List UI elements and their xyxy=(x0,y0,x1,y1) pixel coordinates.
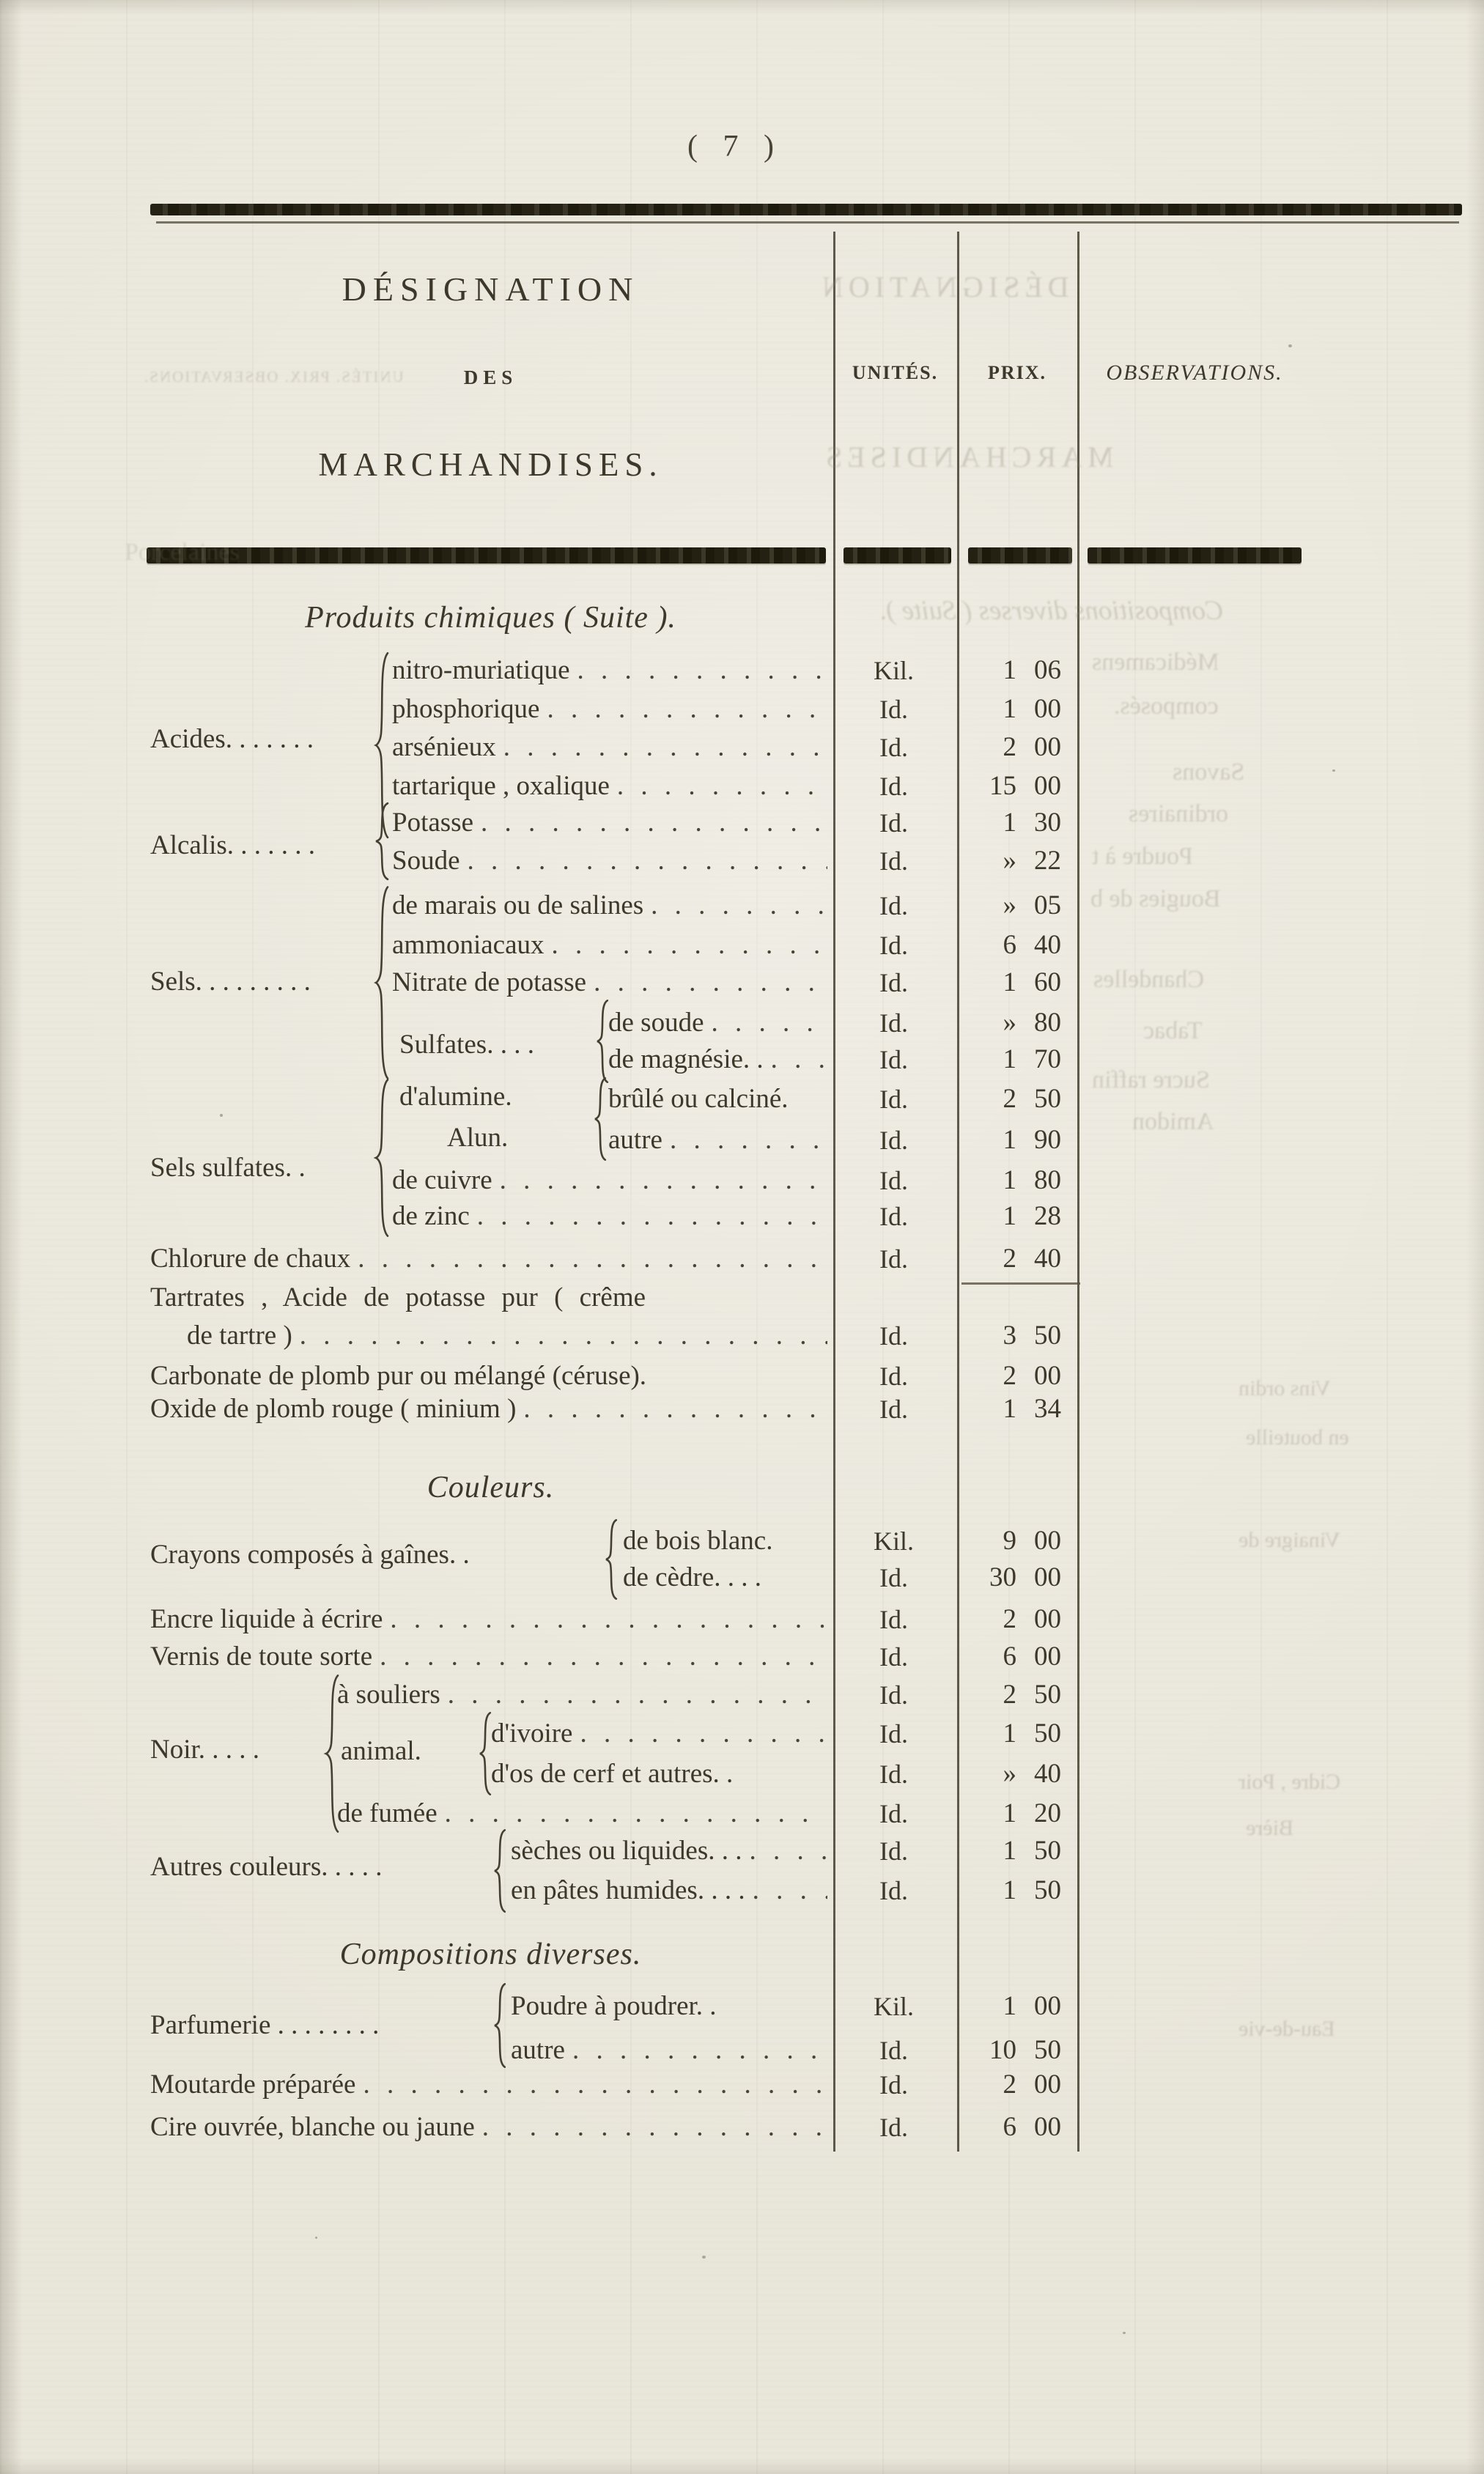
unit-cell: Kil. xyxy=(873,1526,914,1556)
price-centimes: 00 xyxy=(1034,2112,1061,2142)
header-designation: DÉSIGNATION xyxy=(342,270,640,308)
group-label-parfumerie: Parfumerie . . . . . . . . xyxy=(150,2010,380,2040)
price-centimes: 50 xyxy=(1034,1680,1061,1710)
price-francs: 2 xyxy=(1003,1361,1016,1391)
dot-leader xyxy=(358,1241,827,1277)
price-centimes: 00 xyxy=(1034,1991,1061,2021)
bleedthrough-text: composés. xyxy=(1114,693,1219,720)
table-row xyxy=(150,1600,1080,1638)
price-francs: 1 xyxy=(1003,1125,1016,1155)
price-centimes: 50 xyxy=(1034,1321,1061,1351)
unit-cell: Id. xyxy=(879,2113,908,2142)
price-francs: 2 xyxy=(1003,2069,1016,2100)
bleedthrough-text: Tabac xyxy=(1143,1017,1203,1044)
unit-cell: Id. xyxy=(879,1876,908,1905)
price-francs: 1 xyxy=(1003,1394,1016,1424)
table-row xyxy=(150,1389,1080,1428)
price-francs: 15 xyxy=(989,771,1016,801)
row-label: ammoniacaux xyxy=(392,930,544,960)
price-francs: 6 xyxy=(1003,1642,1016,1672)
price-centimes: 00 xyxy=(1034,1604,1061,1634)
row-label: Carbonate de plomb pur ou mélangé (céruse). xyxy=(150,1361,647,1391)
group-label-alcalis: Alcalis. . . . . . . xyxy=(150,830,316,860)
table-row xyxy=(150,1637,1080,1675)
group-label-sels: Sels. . . . . . . . . xyxy=(150,967,311,997)
price-centimes: 00 xyxy=(1034,1642,1061,1672)
table-row xyxy=(392,886,1080,924)
dot-leader xyxy=(712,1005,828,1041)
dot-leader xyxy=(363,2067,827,2103)
price-centimes: 06 xyxy=(1034,655,1061,685)
header-rule-segment-4 xyxy=(1088,547,1302,564)
price-centimes: 05 xyxy=(1034,890,1061,920)
price-centimes: 50 xyxy=(1034,1084,1061,1114)
bleedthrough-text: Amidon xyxy=(1132,1108,1214,1135)
table-row xyxy=(150,2108,1080,2146)
header-prix: PRIX. xyxy=(987,362,1047,383)
price-francs: 1 xyxy=(1003,1991,1016,2021)
dot-leader xyxy=(572,2032,827,2069)
table-row xyxy=(608,1120,1080,1159)
price-francs: 2 xyxy=(1003,1680,1016,1710)
unit-cell: Id. xyxy=(879,1719,908,1749)
price-centimes: 28 xyxy=(1034,1201,1061,1231)
bleedthrough-text: Médicamens xyxy=(1092,649,1219,676)
dot-leader xyxy=(749,1833,827,1869)
price-centimes: 40 xyxy=(1034,1244,1061,1274)
unit-cell: Id. xyxy=(879,1799,908,1828)
price-centimes: 30 xyxy=(1034,808,1061,838)
table-row xyxy=(150,2065,1080,2103)
unit-cell: Id. xyxy=(879,891,908,920)
row-label: Moutarde préparée xyxy=(150,2069,356,2100)
row-label: Encre liquide à écrire xyxy=(150,1604,383,1634)
dot-leader xyxy=(617,768,827,805)
unit-cell: Id. xyxy=(879,1008,908,1038)
row-label: sèches ou liquides. . . xyxy=(511,1836,742,1866)
dot-leader xyxy=(580,1716,827,1752)
dot-leader xyxy=(771,1041,827,1078)
row-label: Soude xyxy=(392,846,460,876)
table-row xyxy=(623,1521,1080,1559)
price-francs: » xyxy=(1003,1759,1016,1789)
price-centimes: 00 xyxy=(1034,1361,1061,1391)
brace-alumine xyxy=(590,1077,609,1162)
price-francs: 3 xyxy=(1003,1321,1016,1351)
dot-leader xyxy=(477,1198,827,1235)
row-label: arsénieux xyxy=(392,732,496,762)
dot-leader xyxy=(300,1318,827,1354)
unit-cell: Id. xyxy=(879,1760,908,1789)
bleedthrough-text: DÉSIGNATION xyxy=(817,270,1069,303)
price-francs: 1 xyxy=(1003,1201,1016,1231)
table-row xyxy=(392,1161,1080,1199)
price-centimes: 22 xyxy=(1034,846,1061,876)
table-row xyxy=(608,1003,1080,1041)
dot-leader xyxy=(547,691,827,728)
bleedthrough-text: Vins ordin xyxy=(1238,1376,1331,1400)
row-label-continuation: Tartrates , Acide de potasse pur ( crême xyxy=(150,1282,646,1312)
bleedthrough-text: Cidre , Poir xyxy=(1238,1770,1341,1794)
unit-cell: Kil. xyxy=(873,656,914,685)
bleedthrough-text: Bière xyxy=(1246,1816,1293,1840)
unit-cell: Id. xyxy=(879,1085,908,1114)
price-francs: 2 xyxy=(1003,732,1016,762)
paper-speck xyxy=(315,2237,317,2239)
table-row xyxy=(392,690,1080,728)
price-centimes: 80 xyxy=(1034,1165,1061,1195)
row-label: Cire ouvrée, blanche ou jaune xyxy=(150,2112,475,2142)
dot-leader xyxy=(468,843,828,879)
paper-speck xyxy=(702,2256,706,2259)
row-label: de zinc xyxy=(392,1201,470,1231)
price-centimes: 34 xyxy=(1034,1394,1061,1424)
dot-leader xyxy=(503,729,827,766)
unit-cell: Id. xyxy=(879,1836,908,1866)
price-francs: » xyxy=(1003,846,1016,876)
brace-sels xyxy=(370,883,392,1082)
row-label: Poudre à poudrer. . xyxy=(511,1991,717,2021)
paper-speck xyxy=(1123,2332,1126,2334)
top-thin-rule xyxy=(156,221,1459,224)
table-row xyxy=(623,1558,1080,1596)
unit-cell: Id. xyxy=(879,808,908,838)
dot-leader xyxy=(445,1795,827,1832)
row-label: Oxide de plomb rouge ( minium ) xyxy=(150,1394,517,1424)
brace-alcalis xyxy=(370,802,392,881)
price-francs: 1 xyxy=(1003,1718,1016,1749)
row-label: brûlé ou calciné. xyxy=(608,1084,789,1114)
row-label: Vernis de toute sorte xyxy=(150,1642,373,1672)
price-francs: 2 xyxy=(1003,1244,1016,1274)
unit-cell: Kil. xyxy=(873,1992,914,2021)
unit-cell: Id. xyxy=(879,1244,908,1274)
bleedthrough-text: Vinaigre de xyxy=(1238,1528,1340,1552)
price-centimes: 40 xyxy=(1034,1759,1061,1789)
price-centimes: 00 xyxy=(1034,771,1061,801)
unit-cell: Id. xyxy=(879,2070,908,2100)
price-centimes: 90 xyxy=(1034,1125,1061,1155)
group-label-alumine: d'alumine. xyxy=(399,1082,512,1112)
bleedthrough-text: Poudre à t xyxy=(1092,843,1193,870)
dot-leader xyxy=(482,2109,827,2146)
row-label: de tartre ) xyxy=(187,1321,292,1351)
bleedthrough-text: Eau-de-vie xyxy=(1238,2017,1335,2041)
bleedthrough-text: en bouteille xyxy=(1246,1425,1349,1450)
price-francs: 2 xyxy=(1003,1084,1016,1114)
dot-leader xyxy=(481,805,827,841)
price-centimes: 00 xyxy=(1034,694,1061,724)
row-label: d'ivoire xyxy=(491,1718,573,1749)
group-label-alun: Alun. xyxy=(447,1123,509,1153)
unit-cell: Id. xyxy=(879,931,908,960)
paper-speck xyxy=(220,1114,223,1117)
unit-cell: Id. xyxy=(879,695,908,724)
price-francs: 1 xyxy=(1003,1044,1016,1074)
table-row xyxy=(392,767,1080,805)
table-row xyxy=(392,651,1080,689)
row-label: nitro-muriatique xyxy=(392,655,570,685)
unit-cell: Id. xyxy=(879,1362,908,1391)
table-row xyxy=(608,1040,1080,1078)
row-label: de fumée xyxy=(337,1798,438,1828)
price-centimes: 70 xyxy=(1034,1044,1061,1074)
price-centimes: 00 xyxy=(1034,1562,1061,1592)
price-centimes: 40 xyxy=(1034,930,1061,960)
price-centimes: 60 xyxy=(1034,967,1061,997)
row-label: de bois blanc. xyxy=(623,1526,773,1556)
bleedthrough-text: Compositions diverses ( Suite ). xyxy=(879,596,1224,626)
unit-cell: Id. xyxy=(879,772,908,801)
table-row xyxy=(511,1871,1080,1909)
row-label: tartarique , oxalique xyxy=(392,771,610,801)
header-rule-segment-3 xyxy=(968,547,1072,564)
unit-cell: Id. xyxy=(879,1395,908,1424)
top-thick-rule xyxy=(150,204,1462,215)
dot-leader xyxy=(380,1639,827,1675)
table-row xyxy=(337,1675,1080,1713)
table-row xyxy=(150,1239,1080,1277)
price-centimes: 50 xyxy=(1034,1836,1061,1866)
price-francs: » xyxy=(1003,890,1016,920)
group-label-animal: animal. xyxy=(341,1736,421,1766)
table-row xyxy=(511,1831,1080,1869)
unit-cell: Id. xyxy=(879,1202,908,1231)
unit-cell: Id. xyxy=(879,2036,908,2065)
price-centimes: 00 xyxy=(1034,1526,1061,1556)
bleedthrough-text: UNITÉS. PRIX. OBSERVATIONS. xyxy=(143,368,404,385)
dot-leader xyxy=(552,927,827,964)
price-francs: 2 xyxy=(1003,1604,1016,1634)
bleedthrough-text: Sucre raffin xyxy=(1092,1066,1210,1093)
bleedthrough-text: Savons xyxy=(1173,758,1245,786)
bleedthrough-text: MARCHANDISES xyxy=(821,440,1114,473)
unit-cell: Id. xyxy=(879,968,908,997)
header-rule-segment-1 xyxy=(147,547,826,564)
price-francs: » xyxy=(1003,1008,1016,1038)
group-label-acides: Acides. . . . . . . xyxy=(150,724,314,754)
price-francs: 10 xyxy=(989,2035,1016,2065)
group-label-noir: Noir. . . . . xyxy=(150,1735,260,1765)
table-row xyxy=(392,803,1080,841)
unit-cell: Id. xyxy=(879,846,908,876)
price-francs: 1 xyxy=(1003,808,1016,838)
table-row xyxy=(491,1714,1080,1752)
table-row xyxy=(337,1794,1080,1832)
table-row xyxy=(392,926,1080,964)
price-centimes: 20 xyxy=(1034,1798,1061,1828)
dot-leader xyxy=(577,652,828,689)
unit-cell: Id. xyxy=(879,1605,908,1634)
dot-leader xyxy=(753,1872,827,1909)
unit-cell: Id. xyxy=(879,1680,908,1710)
price-centimes: 50 xyxy=(1034,1875,1061,1905)
price-centimes: 00 xyxy=(1034,732,1061,762)
bleedthrough-text: Porcelaines xyxy=(125,539,240,566)
group-label-sels-sulfates: Sels sulfates. . xyxy=(150,1153,306,1183)
header-observations: OBSERVATIONS. xyxy=(1106,361,1283,385)
row-label: de magnésie. . xyxy=(608,1044,764,1074)
table-row xyxy=(392,841,1080,879)
table-row xyxy=(608,1079,1080,1118)
unit-cell: Id. xyxy=(879,1126,908,1155)
row-label: d'os de cerf et autres. . xyxy=(491,1759,734,1789)
price-francs: 1 xyxy=(1003,1875,1016,1905)
group-label-crayons: Crayons composés à gaînes. . xyxy=(150,1540,470,1570)
price-centimes: 00 xyxy=(1034,2069,1061,2100)
brace-sels-sulfates xyxy=(370,1077,392,1239)
paper-speck xyxy=(1332,769,1335,772)
row-label: Chlorure de chaux xyxy=(150,1244,351,1274)
dot-leader xyxy=(670,1122,827,1159)
row-label: Potasse xyxy=(392,808,473,838)
section-title-produits-chimiques: Produits chimiques ( Suite ). xyxy=(305,601,676,635)
paper-speck xyxy=(1288,344,1292,347)
dot-leader xyxy=(523,1391,827,1428)
price-francs: 1 xyxy=(1003,1836,1016,1866)
brace-autres-couleurs xyxy=(490,1828,509,1913)
unit-cell: Id. xyxy=(879,1321,908,1351)
header-unites: UNITÉS. xyxy=(852,362,939,383)
unit-cell: Id. xyxy=(879,1166,908,1195)
price-francs: 6 xyxy=(1003,2112,1016,2142)
prix-column-separator xyxy=(961,1282,1080,1285)
price-centimes: 80 xyxy=(1034,1008,1061,1038)
price-centimes: 50 xyxy=(1034,2035,1061,2065)
price-centimes: 50 xyxy=(1034,1718,1061,1749)
dot-leader xyxy=(448,1677,827,1713)
unit-cell: Id. xyxy=(879,733,908,762)
brace-parfumerie xyxy=(490,1982,509,2069)
price-francs: 6 xyxy=(1003,930,1016,960)
table-row xyxy=(511,2031,1080,2069)
table-row xyxy=(511,1987,1080,2025)
bleedthrough-text: Chandelles xyxy=(1093,966,1205,993)
row-label: en pâtes humides. . . . xyxy=(511,1875,745,1905)
section-title-couleurs: Couleurs. xyxy=(427,1471,555,1504)
dot-leader xyxy=(594,964,827,1001)
row-label: phosphorique xyxy=(392,694,540,724)
price-francs: 1 xyxy=(1003,655,1016,685)
group-label-autres-couleurs: Autres couleurs. . . . . xyxy=(150,1852,383,1882)
dot-leader xyxy=(500,1162,827,1199)
group-label-sulfates: Sulfates. . . . xyxy=(399,1030,534,1060)
header-marchandises: MARCHANDISES. xyxy=(318,446,663,483)
page-number: ( 7 ) xyxy=(687,130,783,163)
section-title-compositions-diverses: Compositions diverses. xyxy=(339,1938,642,1971)
table-row xyxy=(392,728,1080,766)
header-rule-segment-2 xyxy=(843,547,951,564)
price-francs: 9 xyxy=(1003,1526,1016,1556)
unit-cell: Id. xyxy=(879,1563,908,1592)
dot-leader xyxy=(651,887,827,924)
row-label: autre xyxy=(511,2035,565,2065)
row-label: de cèdre. . . . xyxy=(623,1562,762,1592)
row-label: autre xyxy=(608,1125,662,1155)
table-row xyxy=(491,1754,1080,1792)
price-francs: 30 xyxy=(989,1562,1016,1592)
table-row xyxy=(392,963,1080,1001)
header-des: DES xyxy=(463,366,518,388)
price-francs: 1 xyxy=(1003,1165,1016,1195)
price-francs: 1 xyxy=(1003,694,1016,724)
table-row xyxy=(187,1316,1080,1354)
bleedthrough-text: ordinaires xyxy=(1129,800,1228,827)
unit-cell: Id. xyxy=(879,1642,908,1672)
bleedthrough-text: Bougies de b xyxy=(1090,885,1221,912)
row-label: à souliers xyxy=(337,1680,440,1710)
row-label: de marais ou de salines xyxy=(392,890,644,920)
row-label: de cuivre xyxy=(392,1165,492,1195)
row-label: de soude xyxy=(608,1008,704,1038)
price-francs: 1 xyxy=(1003,1798,1016,1828)
dot-leader xyxy=(390,1601,827,1638)
row-label: Nitrate de potasse xyxy=(392,967,587,997)
price-francs: 1 xyxy=(1003,967,1016,997)
table-row xyxy=(392,1197,1080,1235)
brace-crayons xyxy=(601,1518,620,1600)
unit-cell: Id. xyxy=(879,1045,908,1074)
